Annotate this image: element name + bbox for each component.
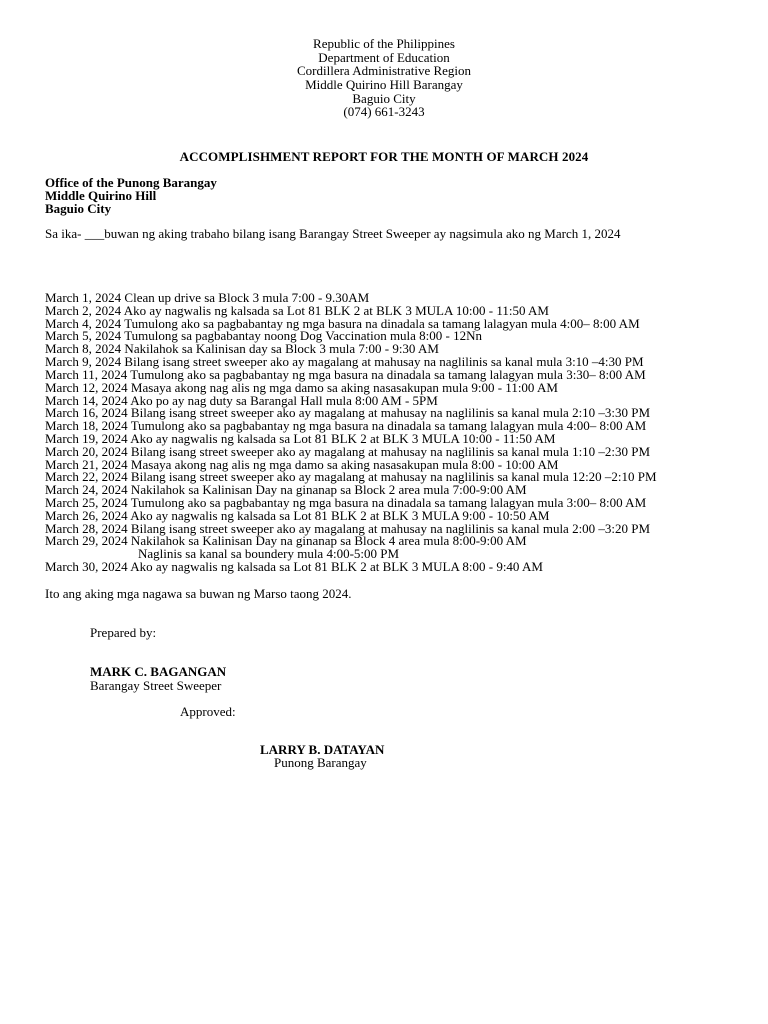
letterhead (0, 37, 768, 119)
closing-statement: Ito ang aking mga nagawa sa buwan ng Marso taong 2024. (45, 586, 352, 601)
preparer-role: Barangay Street Sweeper (90, 678, 222, 693)
accomplishment-entry-continuation: Naglinis sa kanal sa boundery mula 4:00-5:00 PM (138, 546, 400, 562)
preparer-name: MARK C. BAGANGAN (90, 664, 227, 679)
office-address (45, 176, 217, 216)
prepared-by-label: Prepared by: (90, 625, 157, 640)
letterhead-department: Department of Education (318, 49, 450, 65)
letterhead-phone: (074) 661-3243 (343, 104, 425, 120)
office-line-1: Office of the Punong Barangay (45, 175, 217, 190)
accomplishment-entry: March 26, 2024 Ako ay nagwalis ng kalsada sa Lot 81 BLK 2 at BLK 3 MULA 9:00 - 10:50 AM (45, 507, 550, 523)
accomplishment-entry: March 28, 2024 Bilang isang street sweeper ako ay magalang at mahusay na naglilinis sa kanal mula 2:00 –3:20 PM (45, 520, 651, 536)
accomplishment-entry: March 2, 2024 Ako ay nagwalis ng kalsada sa Lot 81 BLK 2 at BLK 3 MULA 10:00 - 11:50 AM (45, 302, 549, 318)
accomplishment-entry: March 9, 2024 Bilang isang street sweeper ako ay magalang at mahusay na naglilinis sa kanal mula 3:10 –4:30 PM (45, 354, 644, 370)
accomplishment-entry: March 1, 2024 Clean up drive sa Block 3 mula 7:00 - 9.30AM (45, 290, 370, 305)
accomplishment-entry: March 4, 2024 Tumulong ako sa pagbabantay ng mga basura na dinadala sa tamang lalagyan mula 4:00– 8:00 AM (45, 315, 640, 331)
approver-name: LARRY B. DATAYAN (260, 742, 385, 757)
letterhead-region: Cordillera Administrative Region (296, 63, 472, 79)
accomplishment-entry: March 14, 2024 Ako po ay nag duty sa Barangal Hall mula 8:00 AM - 5PM (45, 392, 438, 408)
letterhead-republic: Republic of the Philippines (313, 36, 455, 51)
letterhead-city: Baguio City (352, 90, 416, 106)
report-title: ACCOMPLISHMENT REPORT FOR THE MONTH OF MARCH 2024 (179, 149, 589, 164)
accomplishment-entry: March 21, 2024 Masaya akong nag alis ng mga damo sa aking nasasakupan mula 8:00 - 10:00 AM (45, 456, 559, 472)
accomplishment-entry: March 8, 2024 Nakilahok sa Kalinisan day sa Block 3 mula 7:00 - 9:30 AM (45, 341, 439, 357)
accomplishment-entry: March 22, 2024 Bilang isang street sweeper ako ay magalang at mahusay na naglilinis sa kanal mula 12:20 –2:10 PM (45, 469, 657, 485)
accomplishment-entry: March 24, 2024 Nakilahok sa Kalinisan Day na ginanap sa Block 2 area mula 7:00-9:00 AM (45, 482, 527, 498)
letterhead-barangay: Middle Quirino Hill Barangay (305, 77, 463, 93)
accomplishment-entry: March 25, 2024 Tumulong ako sa pagbabantay ng mga basura na dinadala sa tamang lalagyan mula 3:00– 8:00 AM (45, 495, 647, 510)
accomplishment-entry: March 18, 2024 Tumulong ako sa pagbabantay ng mga basura na dinadala sa tamang lalagyan mula 4:00– 8:00 AM (45, 418, 647, 434)
accomplishment-entry: March 11, 2024 Tumulong ako sa pagbabantay ng mga basura na dinadala sa tamang lalagyan mula 3:30– 8:00 AM (45, 366, 646, 382)
intro-paragraph: Sa ika- ___buwan ng aking trabaho bilang isang Barangay Street Sweeper ay nagsimula ako ng March 1, 2024 (45, 226, 621, 241)
accomplishment-entry: March 20, 2024 Bilang isang street sweeper ako ay magalang at mahusay na naglilinis sa kanal mula 1:10 –2:30 PM (45, 443, 651, 459)
accomplishment-entry: March 19, 2024 Ako ay nagwalis ng kalsada sa Lot 81 BLK 2 at BLK 3 MULA 10:00 - 11:50 AM (45, 430, 556, 446)
accomplishment-entry: March 29, 2024 Nakilahok sa Kalinisan Day na ginanap sa Block 4 area mula 8:00-9:00 AM (45, 533, 527, 549)
office-line-3: Baguio City (45, 201, 112, 217)
accomplishment-list (45, 291, 745, 573)
approved-by-label: Approved: (180, 704, 236, 719)
accomplishment-entry: March 30, 2024 Ako ay nagwalis ng kalsada sa Lot 81 BLK 2 at BLK 3 MULA 8:00 - 9:40 AM (45, 559, 543, 575)
office-line-2: Middle Quirino Hill (45, 188, 157, 204)
approver-role: Punong Barangay (274, 755, 367, 770)
accomplishment-entry: March 16, 2024 Bilang isang street sweeper ako ay magalang at mahusay na naglilinis sa kanal mula 2:10 –3:30 PM (45, 405, 651, 421)
accomplishment-entry: March 12, 2024 Masaya akong nag alis ng mga damo sa aking nasasakupan mula 9:00 - 11:00 AM (45, 379, 558, 395)
accomplishment-entry: March 5, 2024 Tumulong sa pagbabantay noong Dog Vaccination mula 8:00 - 12Nn (45, 328, 483, 344)
